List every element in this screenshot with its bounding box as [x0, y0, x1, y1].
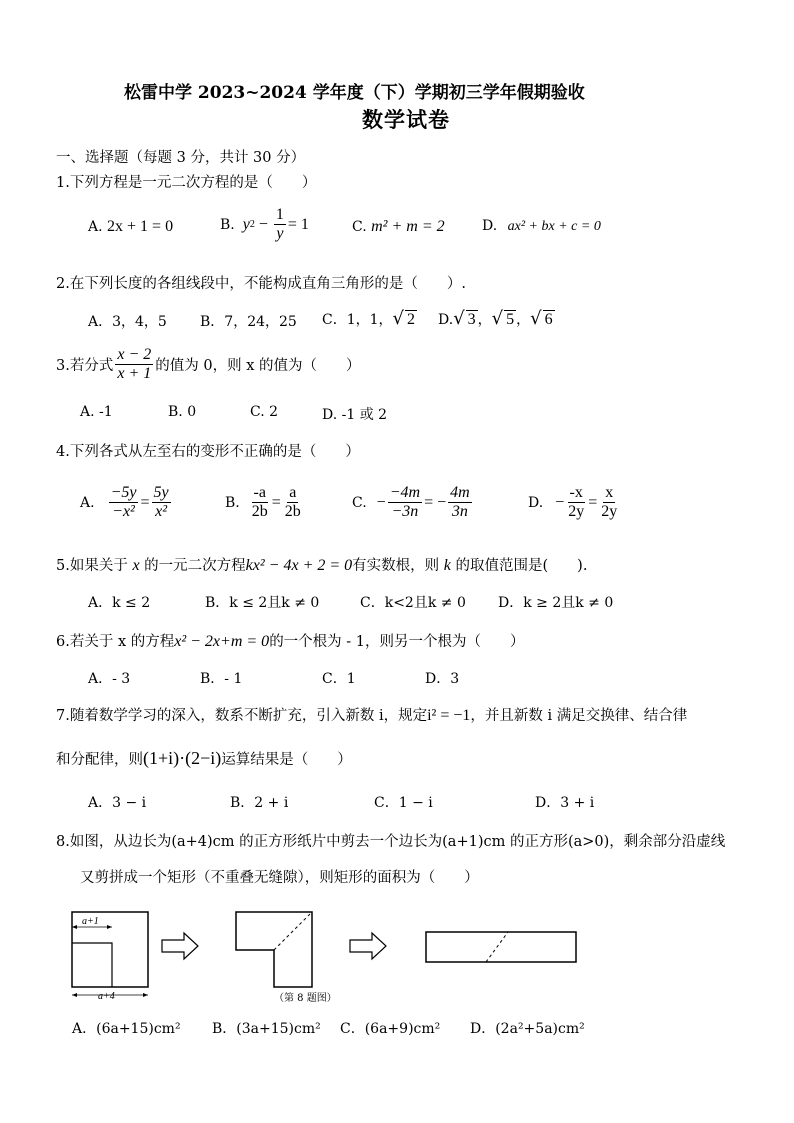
q2-option-a: A．3，4，5: [88, 314, 167, 330]
q1-b-fraction: [274, 206, 286, 244]
q4-d-ln: -x: [568, 484, 585, 503]
q6-stem-post: 的一个根为 - 1，则另一个根为（ ）: [269, 634, 525, 650]
q1-option-c: [352, 218, 445, 236]
q8-inner-square: [72, 943, 112, 987]
q4-d-ld: 2y: [568, 503, 585, 521]
q4-stem: 4.下列各式从左至右的变形不正确的是（ ）: [56, 444, 360, 460]
q7-rule: i² = −1: [427, 707, 471, 724]
q7-option-b: B．2 + i: [230, 795, 289, 811]
q3-den: x + 1: [117, 365, 152, 383]
exam-title: 数学试卷: [362, 107, 450, 132]
q1-option-d: [482, 218, 601, 235]
q4-b-right: [283, 484, 303, 522]
q4-a-ld: −x²: [112, 503, 135, 521]
q1-c-expr: m² + m = 2: [371, 218, 445, 235]
q4-a-rn: 5y: [152, 484, 171, 503]
q7-line2-pre: 和分配律，则: [56, 752, 143, 768]
q8-figure: [62, 900, 582, 1010]
q2-d-rad1: 3: [467, 311, 476, 328]
q7-line1-post: ，并且新数 i 满足交换律、结合律: [470, 708, 688, 724]
q5-option-d: D．k ≥ 2且k ≠ 0: [498, 595, 614, 611]
q8-rectangle: [426, 932, 576, 962]
q6-option-a: A．- 3: [88, 671, 131, 687]
q4-a-label: A.: [80, 494, 95, 511]
q2-option-d: D.√ 3 ，√ 5 ，√ 6: [438, 308, 553, 329]
q8-square-figure: [72, 912, 148, 1002]
q5-stem-pre: 5.如果关于: [56, 558, 128, 574]
q3-option-b: B. 0: [168, 404, 197, 420]
q2-stem: 2.在下列长度的各组线段中，不能构成直角三角形的是（ ）.: [56, 276, 466, 292]
q4-b-left: [250, 484, 270, 522]
q4-d-rd: 2y: [601, 503, 618, 521]
q3-num: x − 2: [115, 346, 153, 365]
q5-option-a: A．k ≤ 2: [88, 595, 151, 611]
q7-option-a: A．3 − i: [88, 795, 147, 811]
q3-option-c: C. 2: [250, 404, 279, 420]
q7-line2-post: 运算结果是（ ）: [221, 752, 352, 768]
q4-b-rd: 2b: [284, 503, 301, 521]
section-heading: 一、选择题（每题 3 分，共计 30 分）: [56, 150, 306, 166]
q1-b-post: = 1: [287, 215, 309, 233]
q4-c-label: C.: [352, 494, 367, 511]
q1-d-expr: ax² + bx + c = 0: [507, 219, 601, 234]
q7-line1: [56, 704, 687, 725]
q5-equation: kx² − 4x + 2 = 0: [245, 557, 353, 574]
q3-stem: [56, 346, 360, 384]
q2-option-c: C．1，1，√ 2: [322, 308, 416, 329]
q2-d-label: D.: [438, 312, 454, 328]
q4-d-right: [599, 484, 619, 522]
q2-option-b: B．7，24，25: [200, 314, 297, 330]
q5-stem: [56, 554, 587, 575]
q1-b-pre: y: [242, 215, 250, 233]
q2-d-rad3: 6: [544, 311, 553, 328]
q4-a-rd: x²: [155, 503, 167, 521]
q8-option-d: D．(2a²+5a)cm²: [470, 1021, 585, 1037]
q4-c-ld: −3n: [391, 503, 419, 521]
q2-c-rad: 2: [407, 311, 416, 328]
q1-stem: 1.下列方程是一元二次方程的是（ ）: [56, 175, 317, 191]
q8-l-dashed-cut: [274, 912, 312, 950]
q8-line2: 又剪拼成一个矩形（不重叠无缝隙），则矩形的面积为（ ）: [80, 870, 479, 886]
q1-option-a: [88, 218, 173, 236]
q8-label-top: a+1: [82, 916, 99, 927]
q5-option-c: C．k<2且k ≠ 0: [360, 595, 466, 611]
q8-label-bottom: a+4: [98, 991, 115, 1002]
q3-fraction: [115, 346, 153, 384]
q8-arrow-2: [350, 933, 386, 959]
q4-a-right: [152, 484, 171, 522]
q4-c-left: [388, 484, 422, 522]
q4-c-rn: 4m: [448, 484, 472, 503]
q5-var2: k: [443, 557, 451, 574]
q7-expression: (1+i)·(2−i): [143, 748, 222, 768]
q1-a-label: A.: [88, 219, 103, 235]
q6-stem-pre: 6.若关于 x 的方程: [56, 634, 175, 650]
q4-d-left: [566, 484, 586, 522]
q1-d-label: D.: [482, 218, 498, 234]
q5-stem-mid: 的一元二次方程: [144, 558, 246, 574]
q6-option-d: D．3: [425, 671, 460, 687]
q4-a-ln: −5y: [109, 484, 139, 503]
q6-option-c: C．1: [322, 671, 356, 687]
q4-d-label: D.: [528, 494, 544, 511]
q8-option-b: B．(3a+15)cm²: [212, 1021, 321, 1037]
q8-rect-dashed-cut: [486, 932, 508, 962]
q8-option-a: A．(6a+15)cm²: [72, 1021, 181, 1037]
q4-b-ld: 2b: [251, 503, 268, 521]
q5-option-b: B．k ≤ 2且k ≠ 0: [205, 595, 320, 611]
q6-option-b: B．- 1: [200, 671, 243, 687]
q4-c-ln: −4m: [388, 484, 422, 503]
q8-option-c: C．(6a+9)cm²: [340, 1021, 441, 1037]
q4-b-label: B.: [225, 494, 240, 511]
q2-d-rad2: 5: [506, 311, 515, 328]
q2-c-pre: C．1，1，: [322, 312, 393, 328]
q5-stem-post: 的取值范围是( ).: [455, 558, 588, 574]
q8-l-shape: [236, 912, 312, 987]
q8-arrow-1: [162, 933, 198, 959]
q8-caption: （第 8 题图）: [274, 993, 337, 1004]
q3-option-d: D. -1 或 2: [322, 407, 388, 423]
q4-a-left: [109, 484, 139, 522]
q1-a-expr: 2x + 1 = 0: [107, 218, 174, 235]
q1-option-b: B. y 2 − $\frac{1}{y}$ = 1: [220, 206, 309, 243]
q6-stem: [56, 630, 525, 651]
exam-header-line1: 松雷中学 2023~2024 学年度（下）学期初三学年假期验收: [124, 83, 585, 103]
q4-option-d: D. − $\frac{-x}{2y}$ = $\frac{x}{2y}$: [528, 484, 618, 521]
q1-b-label: B.: [220, 216, 235, 233]
q7-line1-pre: 7.随着数学学习的深入，数系不断扩充，引入新数 i，规定: [56, 708, 428, 724]
q1-b-num: 1: [274, 206, 286, 225]
q4-c-right: [448, 484, 472, 522]
q4-option-b: B. $\frac{-a}{2b}$ = $\frac{a}{2b}$: [225, 484, 301, 521]
q3-stem-post: 的值为 0，则 x 的值为（ ）: [155, 358, 361, 375]
q4-d-rn: x: [603, 484, 615, 503]
q6-equation: x² − 2x+m = 0: [174, 633, 270, 650]
q5-var: x: [132, 557, 140, 574]
q3-stem-pre: 3.若分式: [56, 358, 114, 375]
q3-option-a: A. -1: [80, 404, 113, 420]
q5-stem-mid2: 有实数根，则: [352, 558, 440, 574]
q4-option-c: C. − $\frac{-4m}{-3n}$ = − $\frac{4m}{3n}$: [352, 484, 470, 521]
q1-b-den: y: [276, 225, 284, 243]
q4-b-ln: -a: [252, 484, 268, 503]
q8-line1: 8.如图，从边长为(a+4)cm 的正方形纸片中剪去一个边长为(a+1)cm 的正方形(a>0)，剩余部分沿虚线: [56, 834, 726, 850]
q7-option-d: D．3 + i: [535, 795, 595, 811]
q4-option-a: A. $\frac{-5y}{\text{−x²}}$ = $\frac{5y}{\text{x²}}$: [80, 484, 169, 521]
q7-line2: [56, 748, 352, 769]
q7-option-c: C．1 − i: [374, 795, 433, 811]
q4-c-rd: 3n: [451, 503, 468, 521]
q1-c-label: C.: [352, 219, 367, 235]
q4-b-rn: a: [287, 484, 298, 503]
